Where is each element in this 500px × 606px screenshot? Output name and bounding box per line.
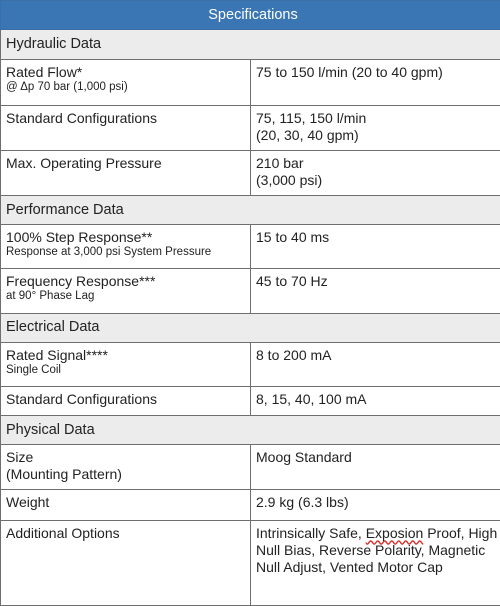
- row-value: 45 to 70 Hz: [256, 273, 328, 290]
- row-value-cell: [251, 342, 500, 386]
- section-title: Physical Data: [1, 416, 500, 445]
- section-row-physical: [1, 416, 500, 445]
- row-label-cell: [1, 386, 251, 415]
- table-row: [1, 342, 500, 386]
- row-value-cell: [251, 490, 500, 520]
- row-value-cell: [251, 520, 500, 605]
- table-row: [1, 225, 500, 269]
- row-label-cell: [1, 225, 251, 269]
- table-row: [1, 520, 500, 605]
- section-title: Electrical Data: [1, 313, 500, 342]
- row-value: 75 to 150 l/min (20 to 40 gpm): [256, 64, 443, 81]
- row-sublabel: at 90° Phase Lag: [6, 290, 95, 303]
- section-row-hydraulic: [1, 30, 500, 60]
- section-title: Hydraulic Data: [1, 30, 500, 60]
- table-title: Specifications: [1, 1, 500, 30]
- row-value-cell: [251, 386, 500, 415]
- row-label: Max. Operating Pressure: [6, 154, 162, 171]
- table-row: [1, 105, 500, 150]
- row-value-cell: [251, 60, 500, 105]
- additional-options-text: [256, 525, 500, 576]
- row-value-cell: [251, 105, 500, 150]
- row-label: Frequency Response***: [6, 273, 156, 290]
- row-value-cell: [251, 225, 500, 269]
- table-row: [1, 490, 500, 520]
- row-value-cell: [251, 445, 500, 490]
- row-label: Size: [6, 449, 34, 466]
- row-label: Standard Configurations: [6, 109, 157, 126]
- row-value: 15 to 40 ms: [256, 229, 330, 246]
- row-label-cell: [1, 150, 251, 195]
- table-row: [1, 269, 500, 313]
- row-value: Moog Standard: [256, 449, 352, 466]
- row-value-cell: [251, 150, 500, 195]
- row-label-cell: [1, 520, 251, 605]
- options-text-after: Proof, High Null Bias, Reverse Polarity, Magnetic Null Adjust, Vented Motor Cap: [256, 524, 498, 575]
- section-row-electrical: [1, 313, 500, 342]
- section-row-performance: [1, 195, 500, 224]
- misspelled-word[interactable]: Exposion: [365, 524, 424, 541]
- row-value: 75, 115, 150 l/min: [256, 109, 367, 126]
- row-value-line2: (3,000 psi): [256, 171, 323, 188]
- row-label-cell: [1, 60, 251, 105]
- row-value-cell: [251, 269, 500, 313]
- row-sublabel: @ Δp 70 bar (1,000 psi): [6, 81, 128, 94]
- table-row: [1, 150, 500, 195]
- table-header-row: [1, 1, 500, 30]
- table-row: [1, 445, 500, 490]
- row-value: 8 to 200 mA: [256, 346, 332, 363]
- table-row: [1, 386, 500, 415]
- row-sublabel: Single Coil: [6, 363, 61, 376]
- row-label-cell: [1, 105, 251, 150]
- table-row: [1, 60, 500, 105]
- row-value: 2.9 kg (6.3 lbs): [256, 494, 349, 511]
- row-label: Weight: [6, 494, 50, 511]
- row-label: Rated Flow*: [6, 64, 83, 81]
- row-label-cell: [1, 445, 251, 490]
- row-label: Standard Configurations: [6, 390, 157, 407]
- row-label-line2: (Mounting Pattern): [6, 466, 122, 483]
- row-value-line2: (20, 30, 40 gpm): [256, 126, 359, 143]
- section-title: Performance Data: [1, 195, 500, 224]
- row-value: 8, 15, 40, 100 mA: [256, 390, 367, 407]
- row-sublabel: Response at 3,000 psi System Pressure: [6, 246, 212, 259]
- row-label: 100% Step Response**: [6, 229, 153, 246]
- row-value: 210 bar: [256, 154, 304, 171]
- row-label: Rated Signal****: [6, 346, 108, 363]
- row-label-cell: [1, 269, 251, 313]
- row-label: Additional Options: [6, 524, 120, 541]
- options-text-before: Intrinsically Safe,: [256, 524, 366, 541]
- row-label-cell: [1, 490, 251, 520]
- row-label-cell: [1, 342, 251, 386]
